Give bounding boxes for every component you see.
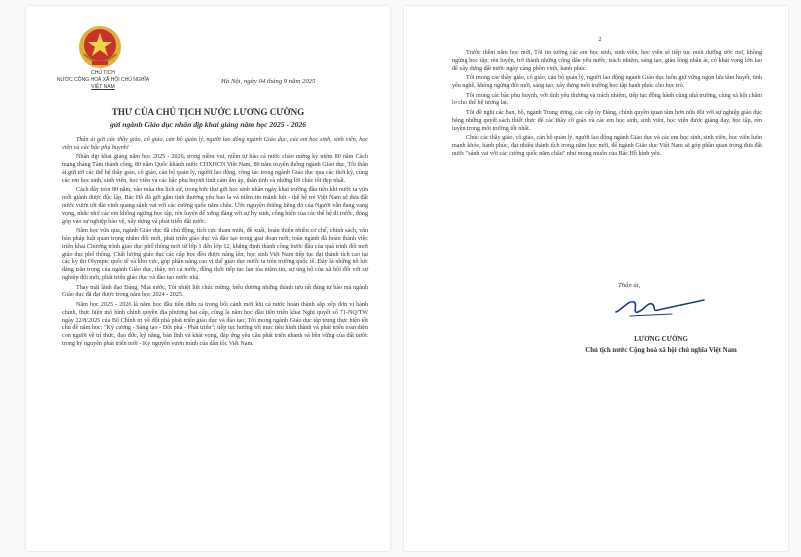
paragraph: Trước thềm năm học mới, Tôi tin tưởng các em học sinh, sinh viên, học viên sẽ tiếp tục nuôi dưỡng ước mơ, không ngừng học tập, rèn luyện, trở thành những công dân yêu nước, trách nhiệm, sáng tạo, giàu lòng nhân ái, có khát vọng lớn lao để xây dựng đất nước ngày càng phồn vinh, hạnh phúc. — [452, 50, 762, 72]
paragraph: Tôi đề nghị các ban, bộ, ngành Trung ương, các cấp ủy Đảng, chính quyền quan tâm hơn nữa đối với sự nghiệp giáo dục bằng những quyết sách thiết thực để các thầy cô giáo và các em học sinh, sinh viên, học viên được giảng dạy, học tập, rèn luyện trong môi trường tốt nhất. — [452, 109, 762, 132]
signer-title: Chủ tịch nước Cộng hoà xã hội chủ nghĩa Việt Nam — [585, 347, 737, 354]
letter-title: THƯ CỦA CHỦ TỊCH NƯỚC LƯƠNG CƯỜNG — [111, 107, 305, 117]
national-emblem-icon — [78, 24, 122, 70]
letter-body-page-2 — [452, 50, 762, 160]
closing: Thân ái, — [618, 282, 641, 289]
paragraph: Chúc các thầy giáo, cô giáo, cán bộ quản lý, người lao động ngành Giáo dục và các em học sinh, sinh viên, học viên luôn mạnh khỏe, hạnh phúc, đạt nhiều thành tích trong năm học mới, để ngành Giáo dục Việt Nam sẽ góp phần quan trọng đưa đất nước "sánh vai với các cường quốc năm châu" như mong muốn của Bác Hồ kính yêu. — [452, 135, 762, 157]
letter-body-page-1 — [62, 137, 368, 351]
issuer-office: CHỦ TỊCH — [91, 70, 115, 76]
letter-page-1 — [26, 6, 390, 551]
issuing-authority-block — [48, 70, 158, 91]
issuer-country-name: VIỆT NAM — [91, 84, 115, 90]
dateline: Hà Nội, ngày 04 tháng 9 năm 2025 — [221, 78, 316, 85]
signature-icon — [612, 290, 708, 322]
signer-name: LƯƠNG CƯỜNG — [634, 336, 688, 343]
letter-page-2 — [404, 6, 788, 551]
letter-subtitle: gửi ngành Giáo dục nhân dịp khai giảng năm học 2025 - 2026 — [109, 120, 307, 129]
issuer-country-line: NƯỚC CỘNG HOÀ XÃ HỘI CHỦ NGHĨA — [56, 77, 150, 83]
salutation: Thân ái gửi các thầy giáo, cô giáo, cán bộ quản lý, người lao động ngành Giáo dục, các em học sinh, sinh viên, học viên và các bậc phụ huynh! — [62, 137, 368, 151]
page-number: 2 — [598, 36, 602, 43]
paragraph: Nhân dịp khai giảng năm học 2025 - 2026, trong niềm vui, niềm tự hào cả nước chào mừng kỷ niệm 80 năm Cách mạng tháng Tám thành công, 80 năm Quốc khánh nước CHXHCN Việt Nam, 80 năm truyền thống ngành Giáo dục, Tôi thân ái gửi tới các thế hệ thầy giáo, cô giáo, cán bộ quản lý, người lao động, công tác trong ngành Giáo dục qua các thời kỳ, cùng các em học sinh, sinh viên, học viên và các bậc phụ huynh tình cảm ấm áp, thân tình và những lời chúc tốt đẹp nhất. — [62, 154, 368, 184]
paragraph: Năm học vừa qua, ngành Giáo dục đã chủ động, tích cực tham mưu, đề xuất, hoàn thiện nhiều cơ chế, chính sách, văn bản pháp luật quan trọng nhằm đổi mới, phát triển giáo dục và đào tạo trong giai đoạn mới; toàn ngành đã hoàn thành việc triển khai Chương trình giáo dục phổ thông mới từ lớp 1 đến lớp 12, khẳng định thành công bước đầu của quá trình đổi mới giáo dục phổ thông. Chất lượng giáo dục các cấp học đều được nâng lên; học sinh Việt Nam tiếp tục đạt thành tích cao tại các kỳ thi Olympic quốc tế và khu vực, góp phần nâng cao vị thế giáo dục nước ta trên trường quốc tế. Đây là những nỗ lực đáng trân trọng của ngành Giáo dục, thầy, trò cả nước, đồng thời tiếp tục lan tỏa niềm tin, sự ủng hộ của xã hội đối với sự nghiệp đổi mới, phát triển giáo dục và đào tạo nước nhà. — [62, 228, 368, 281]
paragraph: Tôi mong các bậc phụ huynh, với tình yêu thương và trách nhiệm, tiếp tục đồng hành cùng nhà trường, cùng xã hội chăm lo cho thế hệ tương lai. — [452, 92, 762, 107]
paragraph: Thay mặt lãnh đạo Đảng, Nhà nước, Tôi nhiệt liệt chúc mừng, biểu dương những thành tựu rất đáng tự hào mà ngành Giáo dục đã đạt được trong năm học 2024 - 2025. — [62, 284, 368, 299]
paragraph: Năm học 2025 - 2026 là năm học đầu tiên diễn ra trong bối cảnh mới khi cả nước hoàn thành sắp xếp đơn vị hành chính, thực hiện mô hình chính quyền địa phương hai cấp, cũng là năm học đầu tiên triển khai Nghị quyết số 71-NQ/TW ngày 22/8/2025 của Bộ Chính trị về đột phá phát triển giáo dục và đào tạo; Tôi mong ngành Giáo dục tập trung thực hiện tốt chủ đề năm học: "Kỷ cương - Sáng tạo - Đột phá - Phát triển"; tiếp tục hướng tới mục tiêu hình thành và phát triển toàn diện con người về trí thức, đạo đức, kỹ năng, bản lĩnh và khát vọng, đáp ứng yêu cầu phát triển nhanh và bền vững của đất nước trong kỷ nguyên phát triển mới - Kỷ nguyên vươn mình của dân tộc Việt Nam. — [62, 301, 368, 347]
paragraph: Cách đây tròn 80 năm, vào mùa thu lịch sử, trong bức thư gửi học sinh nhân ngày khai trường đầu tiên khi nước ta vừa mới giành được độc lập, Bác Hồ đã gửi gắm tình thương yêu bao la và niềm tin mãnh liệt - thế hệ trẻ Việt Nam sẽ đưa đất nước vươn tới đài vinh quang sánh vai với các cường quốc năm châu. Ước nguyện thiêng liêng đó của Người vẫn đang vang vọng, nhắc nhở các em không ngừng học tập, rèn luyện để xứng đáng với sự hy sinh, cống hiến của các thế hệ đi trước, đóng góp vào sự nghiệp bảo vệ, xây dựng và phát triển đất nước. — [62, 187, 368, 225]
paragraph: Tôi mong các thầy giáo, cô giáo, cán bộ quản lý, người lao động ngành Giáo dục luôn giữ vững ngọn lửa tâm huyết, tinh yêu nghề, không ngừng đổi mới, sáng tạo, xây dựng môi trường học tập hạnh phúc cho học trò. — [452, 75, 762, 89]
